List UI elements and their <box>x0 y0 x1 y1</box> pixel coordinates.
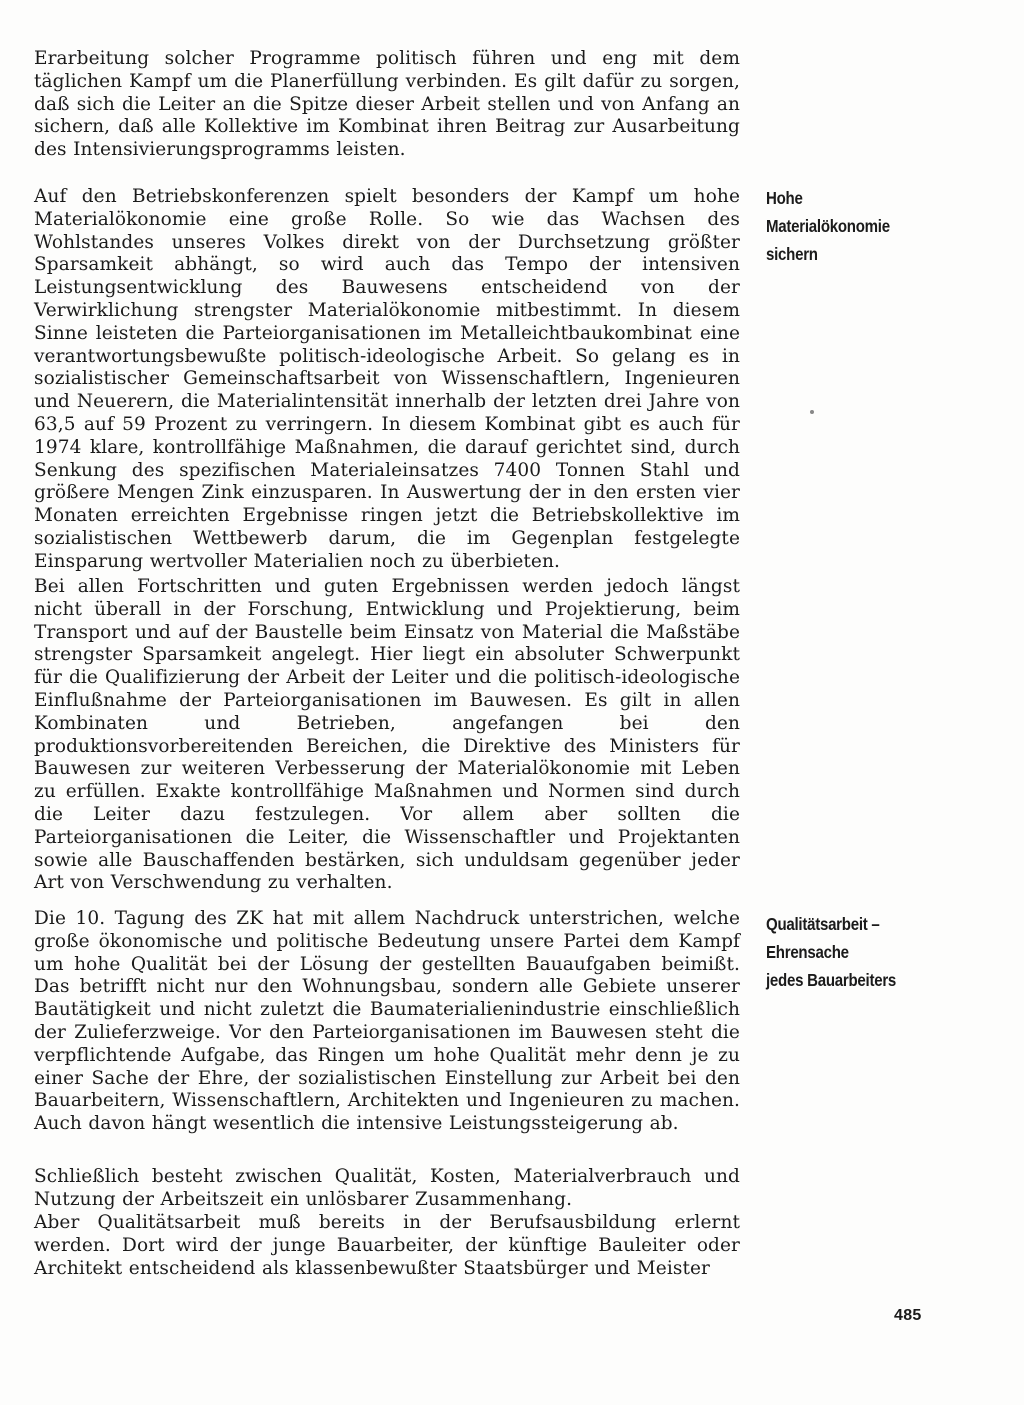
margin-heading-line: Hohe <box>766 188 803 208</box>
margin-heading-line: jedes Bauarbeiters <box>766 970 897 990</box>
paragraph: Auf den Betriebskonferenzen spielt besonders der Kampf um hohe Materialökonomie eine große Rolle. So wie das Wachsen des Wohlstandes unseres Volkes direkt von der Durchsetzung größter Sparsamkeit abhängt, so wird auch das Tempo der intensiven Leistungsentwicklung des Bauwesens entscheidend von der Verwirklichung strengster Materialökonomie mitbestimmt. In diesem Sinne leisteten die Parteiorganisationen im Metalleichtbaukombinat eine verantwortungsbewußte politisch-ideologische Arbeit. So gelang es in sozialistischer Gemeinschaftsarbeit von Wissenschaftlern, Ingenieuren und Neuerern, die Materialintensität innerhalb der letzten drei Jahre von 63,5 auf 59 Prozent zu verringern. In diesem Kombinat gibt es auch für 1974 klare, kontrollfähige Maßnahmen, die darauf gerichtet sind, durch Senkung des spezifischen Materialeinsatzes 7400 Tonnen Stahl und größere Mengen Zink einzusparen. In Auswertung der in den ersten vier Monaten erreichten Ergebnisse ringen jetzt die Betriebskollektive im sozialistischen Wettbewerb darum, die im Gegenplan festgelegte Einsparung wertvoller Materialien noch zu überbieten. <box>34 186 740 572</box>
margin-heading-material-economy <box>766 184 938 268</box>
paragraph: Aber Qualitätsarbeit muß bereits in der Berufsausbildung erlernt werden. Dort wird der junge Bauarbeiter, der künftige Bauleiter oder Architekt entscheidend als klassenbewußter Staatsbürger und Meister <box>34 1212 740 1279</box>
paragraph: Die 10. Tagung des ZK hat mit allem Nachdruck unterstrichen, welche große ökonomische und politische Bedeutung unsere Partei dem Kampf um hohe Qualität bei der Lösung der gestellten Bauaufgaben beimißt. Das betrifft nicht nur den Wohnungsbau, sondern alle Gebiete unserer Bautätigkeit und nicht zuletzt die Baumaterialienindustrie einschließlich der Zulieferzweige. Vor den Parteiorganisationen im Bauwesen steht die verpflichtende Aufgabe, das Ringen um hohe Qualität mehr denn je zu einer Sache der Ehre, der sozialistischen Einstellung zur Arbeit bei den Bauarbeitern, Wissenschaftlern, Architekten und Ingenieuren zu machen. Auch davon hängt wesentlich die intensive Leistungssteigerung ab. <box>34 908 740 1135</box>
margin-heading-quality-work <box>766 910 938 994</box>
margin-heading-line: sichern <box>766 244 818 264</box>
margin-heading-line: Ehrensache <box>766 942 849 962</box>
margin-heading-line: Materialökonomie <box>766 216 890 236</box>
page-number: 485 <box>894 1307 922 1324</box>
paragraph: Bei allen Fortschritten und guten Ergebnissen werden jedoch längst nicht überall in der Forschung, Entwicklung und Projektierung, beim Transport und auf der Baustelle beim Einsatz von Material die Maßstäbe strengster Sparsamkeit angelegt. Hier liegt ein absoluter Schwerpunkt für die Qualifizierung der Arbeit der Leiter und die politisch-ideologische Einflußnahme der Parteiorganisationen im Bauwesen. Es gilt in allen Kombinaten und Betrieben, angefangen bei den produktionsvorbereitenden Bereichen, die Direktive des Ministers für Bauwesen zur weiteren Verbesserung der Materialökonomie mit Leben zu erfüllen. Exakte kontrollfähige Maßnahmen und Normen sind durch die Leiter dazu festzulegen. Vor allem aber sollten die Parteiorganisationen die Leiter, die Wissenschaftler und Projektanten sowie alle Bauschaffenden bestärken, sich unduldsam gegenüber jeder Art von Verschwendung zu verhalten. <box>34 576 740 894</box>
paragraph: Erarbeitung solcher Programme politisch führen und eng mit dem täglichen Kampf um die Planerfüllung verbinden. Es gilt dafür zu sorgen, daß sich die Leiter an die Spitze dieser Arbeit stellen und von Anfang an sichern, daß alle Kollektive im Kombinat ihren Beitrag zur Ausarbeitung des Intensivierungsprogramms leisten. <box>34 48 740 161</box>
margin-heading-line: Qualitätsarbeit – <box>766 914 880 934</box>
scan-speck <box>810 410 814 414</box>
paragraph: Schließlich besteht zwischen Qualität, Kosten, Materialverbrauch und Nutzung der Arbeitszeit ein unlösbarer Zusammenhang. <box>34 1166 740 1210</box>
